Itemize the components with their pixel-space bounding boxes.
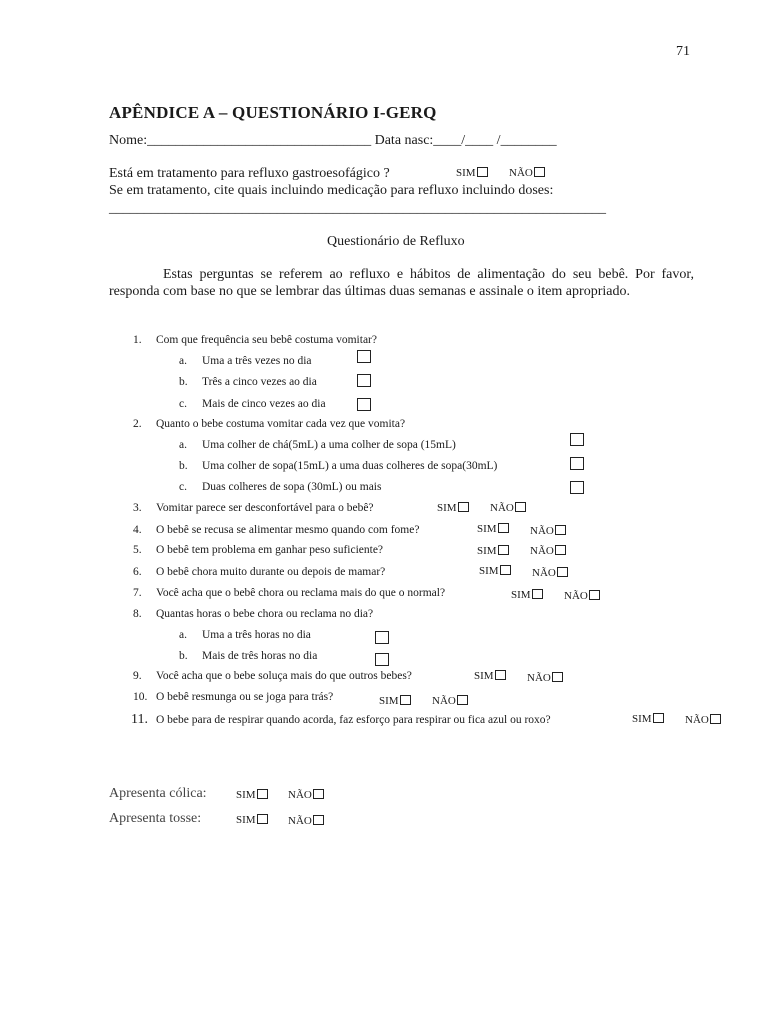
cough-yes: [236, 814, 268, 826]
no-option: [564, 590, 600, 602]
cough-no-checkbox[interactable]: [313, 815, 324, 825]
question-number: 7.: [133, 587, 142, 599]
yes-checkbox[interactable]: [532, 589, 543, 599]
option-letter: c.: [179, 398, 187, 410]
question-number: 4.: [133, 524, 142, 536]
question-text: O bebê resmunga ou se joga para trás?: [156, 691, 334, 703]
option-checkbox[interactable]: [357, 374, 371, 387]
yes-label: SIM: [477, 523, 497, 535]
treatment-no-checkbox[interactable]: [534, 167, 545, 177]
yes-checkbox[interactable]: [653, 713, 664, 723]
no-option: [530, 545, 566, 557]
option-checkbox[interactable]: [375, 631, 389, 644]
option-text: Uma colher de sopa(15mL) a uma duas colheres de sopa(30mL): [202, 460, 498, 472]
question-text: Você acha que o bebe soluça mais do que outros bebes?: [156, 670, 412, 682]
yes-checkbox[interactable]: [400, 695, 411, 705]
option-checkbox[interactable]: [570, 481, 584, 494]
question-text: O bebê tem problema em ganhar peso suficiente?: [156, 544, 384, 556]
page-number: 71: [676, 44, 690, 59]
no-label: NÃO: [564, 590, 588, 602]
yes-label: SIM: [632, 713, 652, 725]
yes-checkbox[interactable]: [495, 670, 506, 680]
option-checkbox[interactable]: [357, 350, 371, 363]
no-checkbox[interactable]: [515, 502, 526, 512]
question-number: 3.: [133, 502, 142, 514]
no-label: NÃO: [288, 815, 312, 827]
cough-yes-checkbox[interactable]: [257, 814, 268, 824]
colic-question: Apresenta cólica:: [109, 786, 207, 801]
page-title: APÊNDICE A – QUESTIONÁRIO I-GERQ: [109, 103, 437, 122]
no-label: NÃO: [685, 714, 709, 726]
option-text: Duas colheres de sopa (30mL) ou mais: [202, 481, 382, 493]
treatment-followup: Se em tratamento, cite quais incluindo medicação para refluxo incluindo doses:: [109, 183, 554, 198]
yes-label: SIM: [511, 589, 531, 601]
no-label: NÃO: [532, 567, 556, 579]
no-checkbox[interactable]: [457, 695, 468, 705]
option-letter: b.: [179, 650, 188, 662]
yes-checkbox[interactable]: [458, 502, 469, 512]
option-checkbox[interactable]: [570, 457, 584, 470]
option-letter: b.: [179, 460, 188, 472]
option-checkbox[interactable]: [570, 433, 584, 446]
treatment-no: [509, 167, 545, 179]
no-checkbox[interactable]: [555, 545, 566, 555]
yes-label: SIM: [236, 814, 256, 826]
no-label: NÃO: [530, 525, 554, 537]
option-text: Uma a três vezes no dia: [202, 355, 312, 367]
no-checkbox[interactable]: [710, 714, 721, 724]
question-number: 1.: [133, 334, 142, 346]
yes-label: SIM: [236, 789, 256, 801]
no-option: [527, 672, 563, 684]
question-number: 10.: [133, 691, 148, 703]
colic-yes: [236, 789, 268, 801]
yes-label: SIM: [474, 670, 494, 682]
option-text: Mais de três horas no dia: [202, 650, 318, 662]
yes-checkbox[interactable]: [498, 523, 509, 533]
yes-option: [474, 670, 506, 682]
no-option: [530, 525, 566, 537]
no-label: NÃO: [490, 502, 514, 514]
no-label: NÃO: [527, 672, 551, 684]
no-option: [432, 695, 468, 707]
no-option: [490, 502, 526, 514]
option-text: Três a cinco vezes ao dia: [202, 376, 317, 388]
question-number: 11.: [131, 712, 148, 727]
option-letter: a.: [179, 355, 187, 367]
colic-no-checkbox[interactable]: [313, 789, 324, 799]
question-text: O bebê chora muito durante ou depois de mamar?: [156, 566, 386, 578]
no-label: NÃO: [509, 167, 533, 179]
option-letter: a.: [179, 439, 187, 451]
no-option: [685, 714, 721, 726]
question-text: Vomitar parece ser desconfortável para o bebê?: [156, 502, 374, 514]
no-checkbox[interactable]: [557, 567, 568, 577]
yes-option: [632, 713, 664, 725]
yes-label: SIM: [456, 167, 476, 179]
yes-option: [379, 695, 411, 707]
question-text: O bebê se recusa se alimentar mesmo quando com fome?: [156, 524, 420, 536]
yes-label: SIM: [379, 695, 399, 707]
option-checkbox[interactable]: [357, 398, 371, 411]
answer-blank-line[interactable]: _______________________________________________________________________: [109, 201, 606, 216]
treatment-yes: [456, 167, 488, 179]
option-checkbox[interactable]: [375, 653, 389, 666]
no-checkbox[interactable]: [552, 672, 563, 682]
question-text: Você acha que o bebê chora ou reclama mais do que o normal?: [156, 587, 446, 599]
no-label: NÃO: [288, 789, 312, 801]
treatment-yes-checkbox[interactable]: [477, 167, 488, 177]
yes-option: [477, 545, 509, 557]
intro-paragraph: Estas perguntas se referem ao refluxo e hábitos de alimentação do seu bebê. Por favor, responda com base no que se lembrar das últimas duas semanas e assinale o item apropriado.: [109, 267, 694, 299]
option-text: Uma a três horas no dia: [202, 629, 311, 641]
option-text: Uma colher de chá(5mL) a uma colher de sopa (15mL): [202, 439, 456, 451]
yes-label: SIM: [479, 565, 499, 577]
yes-label: SIM: [477, 545, 497, 557]
no-checkbox[interactable]: [555, 525, 566, 535]
treatment-question: Está em tratamento para refluxo gastroesofágico ?: [109, 166, 390, 181]
colic-no: [288, 789, 324, 801]
colic-yes-checkbox[interactable]: [257, 789, 268, 799]
yes-checkbox[interactable]: [498, 545, 509, 555]
question-number: 6.: [133, 566, 142, 578]
name-birthdate-line: Nome:________________________________ Data nasc:____/____ /________: [109, 133, 557, 148]
question-text: O bebe para de respirar quando acorda, faz esforço para respirar ou fica azul ou roxo?: [156, 714, 551, 726]
no-label: NÃO: [432, 695, 456, 707]
question-number: 9.: [133, 670, 142, 682]
option-letter: a.: [179, 629, 187, 641]
option-text: Mais de cinco vezes ao dia: [202, 398, 326, 410]
yes-option: [479, 565, 511, 577]
no-checkbox[interactable]: [589, 590, 600, 600]
no-label: NÃO: [530, 545, 554, 557]
option-letter: b.: [179, 376, 188, 388]
question-number: 2.: [133, 418, 142, 430]
yes-label: SIM: [437, 502, 457, 514]
option-letter: c.: [179, 481, 187, 493]
question-number: 5.: [133, 544, 142, 556]
yes-option: [437, 502, 469, 514]
cough-no: [288, 815, 324, 827]
no-option: [532, 567, 568, 579]
question-text: Quanto o bebe costuma vomitar cada vez que vomita?: [156, 418, 406, 430]
yes-checkbox[interactable]: [500, 565, 511, 575]
yes-option: [477, 523, 509, 535]
question-text: Quantas horas o bebe chora ou reclama no dia?: [156, 608, 374, 620]
cough-question: Apresenta tosse:: [109, 811, 202, 826]
section-title: Questionário de Refluxo: [327, 234, 465, 249]
yes-option: [511, 589, 543, 601]
question-text: Com que frequência seu bebê costuma vomitar?: [156, 334, 377, 346]
question-number: 8.: [133, 608, 142, 620]
